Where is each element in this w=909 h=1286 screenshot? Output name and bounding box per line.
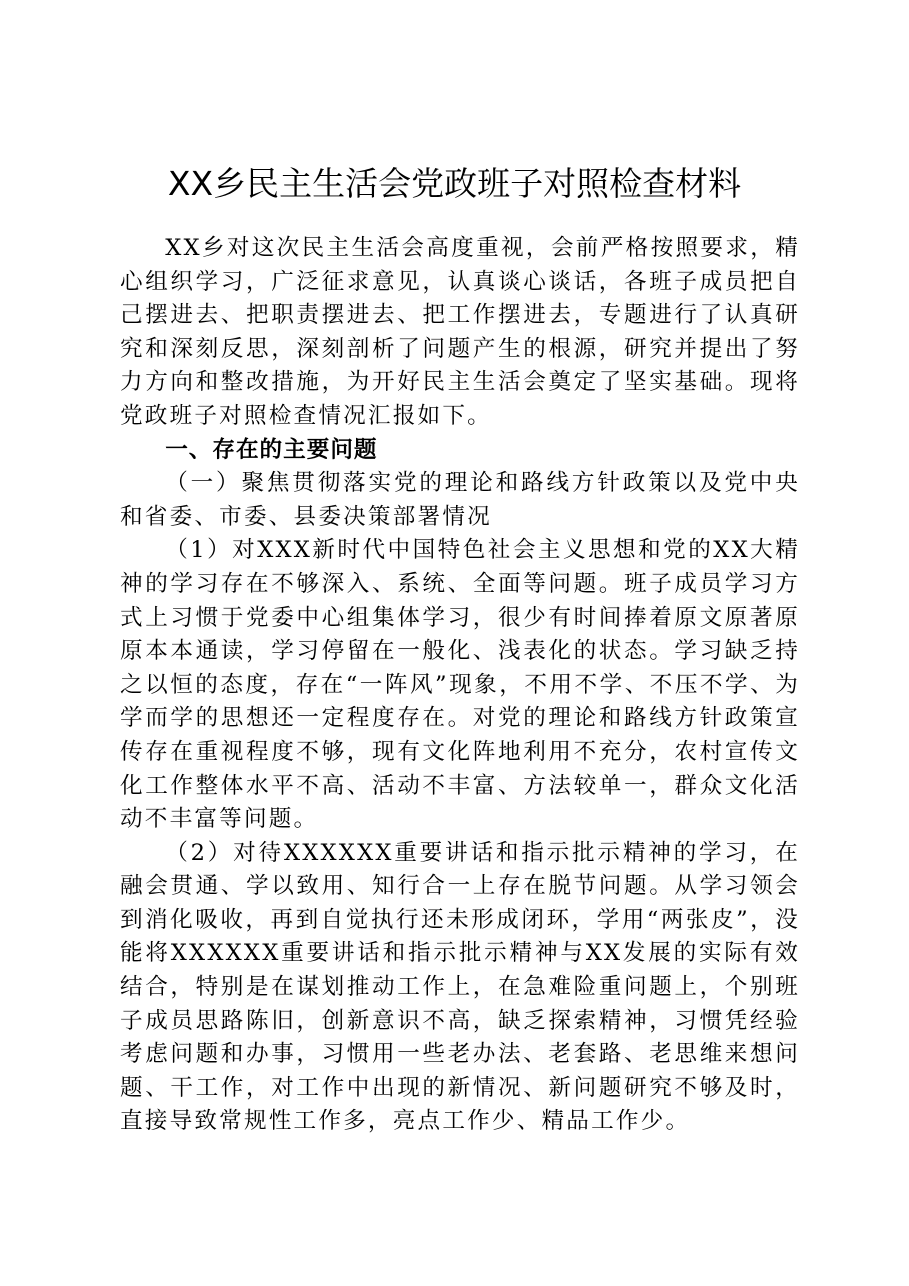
document-title: XX乡民主生活会党政班子对照检查材料: [167, 164, 742, 203]
subsection-heading: （一）聚焦贯彻落实党的理论和路线方针政策以及党中央和省委、市委、县委决策部署情况: [120, 470, 800, 530]
item-paragraph-1: （1）对XXX新时代中国特色社会主义思想和党的XX大精神的学习存在不够深入、系统、全面等问题。班子成员学习方式上习惯于党委中心组集体学习，很少有时间捧着原文原著原原本本通读，学习停留在一般化、浅表化的状态。学习缺乏持之以恒的态度，存在“一阵风”现象，不用不学、不压不学、为学而学的思想还一定程度存在。对党的理论和路线方针政策宣传存在重视程度不够，现有文化阵地利用不充分，农村宣传文化工作整体水平不高、活动不丰富、方法较单一，群众文化活动不丰富等问题。: [120, 537, 800, 833]
intro-paragraph: XX乡对这次民主生活会高度重视，会前严格按照要求，精心组织学习，广泛征求意见，认真谈心谈话，各班子成员把自己摆进去、把职责摆进去、把工作摆进去，专题进行了认真研究和深刻反思，深刻剖析了问题产生的根源，研究并提出了努力方向和整改措施，为开好民主生活会奠定了坚实基础。现将党政班子对照检查情况汇报如下。: [120, 235, 800, 429]
document-body: [120, 232, 800, 1139]
section-heading: 一、存在的主要问题: [165, 436, 378, 463]
item-paragraph-2: （2）对待XXXXXX重要讲话和指示批示精神的学习，在融会贯通、学以致用、知行合一上存在脱节问题。从学习领会到消化吸收，再到自觉执行还未形成闭环，学用“两张皮”，没能将XXXXXX重要讲话和指示批示精神与XX发展的实际有效结合，特别是在谋划推动工作上，在急难险重问题上，个别班子成员思路陈旧，创新意识不高，缺乏探索精神，习惯凭经验考虑问题和办事，习惯用一些老办法、老套路、老思维来想问题、干工作，对工作中出现的新情况、新问题研究不够及时，直接导致常规性工作多，亮点工作少、精品工作少。: [120, 839, 800, 1135]
